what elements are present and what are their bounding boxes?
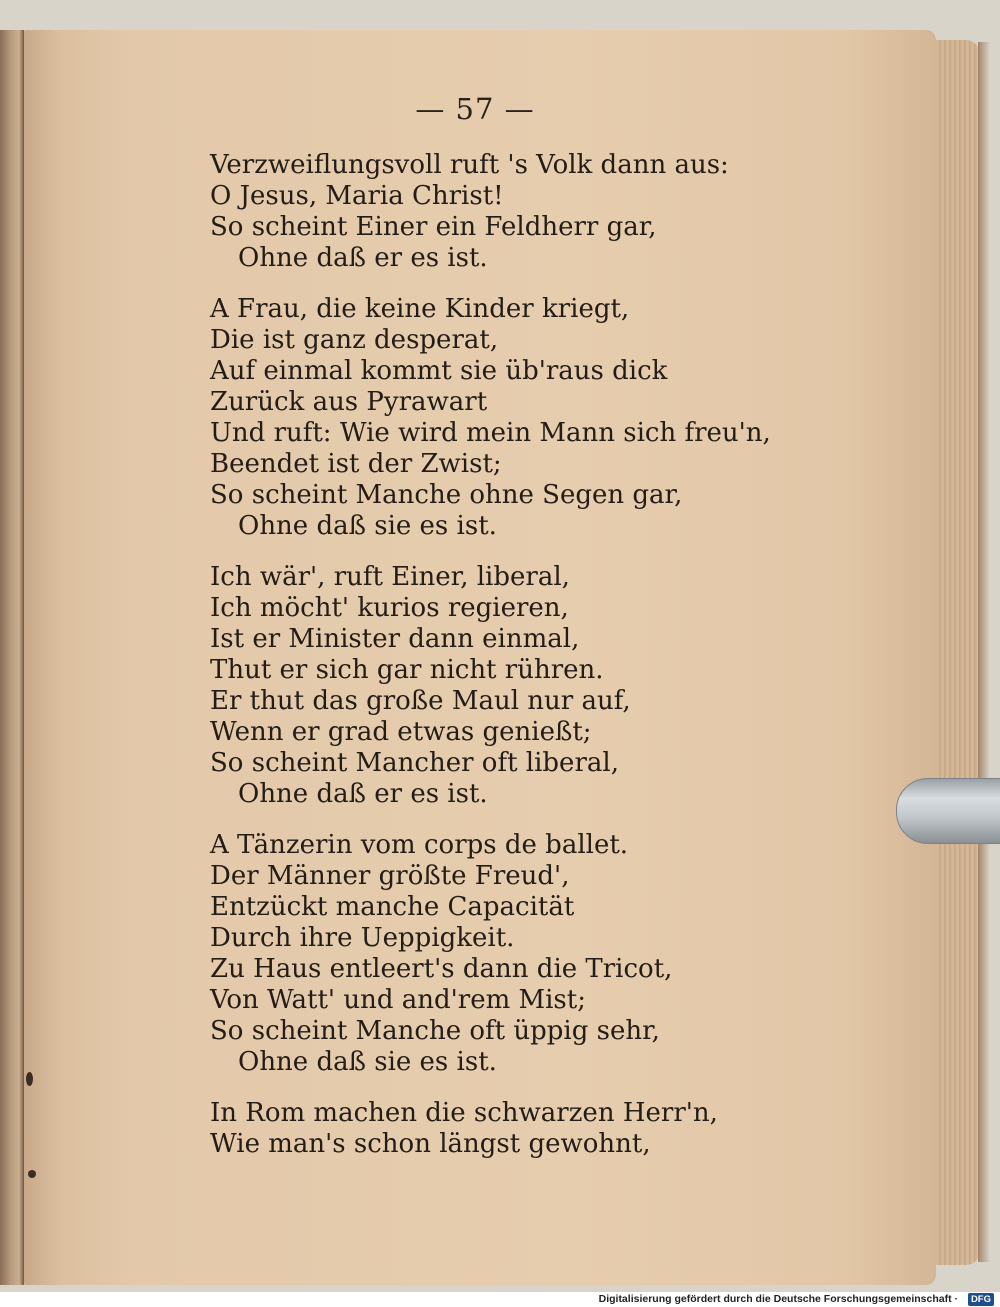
poem-line: Die ist ganz desperat,: [210, 325, 499, 355]
poem-line: So scheint Einer ein Feldherr gar,: [210, 212, 657, 242]
left-page-edge: [0, 30, 24, 1285]
poem-line: Verzweiflungsvoll ruft 's Volk dann aus:: [210, 150, 729, 180]
dfg-logo: DFG: [968, 1293, 994, 1306]
poem-line: In Rom machen die schwarzen Herr'n,: [210, 1098, 718, 1128]
poem-line: So scheint Manche ohne Segen gar,: [210, 480, 683, 510]
page-edge-shadow: [978, 42, 990, 1262]
page-number: — 57 —: [415, 92, 535, 126]
poem-line: Auf einmal kommt sie üb'raus dick: [210, 356, 668, 386]
poem-line: Er thut das große Maul nur auf,: [210, 686, 631, 716]
poem-text: [210, 150, 910, 1180]
poem-refrain-line: Ohne daß er es ist.: [238, 243, 488, 273]
right-page-edges: [930, 40, 980, 1265]
poem-line: Wie man's schon längst gewohnt,: [210, 1129, 651, 1159]
footer-credit: Digitalisierung gefördert durch die Deutsche Forschungsgemeinschaft ·: [598, 1293, 958, 1305]
poem-line: Thut er sich gar nicht rühren.: [210, 655, 604, 685]
digitization-footer: [0, 1292, 1000, 1307]
ink-speck: [26, 1072, 33, 1086]
stanza: [210, 830, 910, 1078]
poem-line: A Frau, die keine Kinder kriegt,: [210, 294, 630, 324]
poem-line: Und ruft: Wie wird mein Mann sich freu'n,: [210, 418, 771, 448]
ink-speck: [28, 1170, 36, 1178]
stanza: [210, 294, 910, 542]
poem-line: Ist er Minister dann einmal,: [210, 624, 580, 654]
poem-line: So scheint Manche oft üppig sehr,: [210, 1016, 660, 1046]
poem-line: Entzückt manche Capacität: [210, 892, 575, 922]
stanza: [210, 1098, 910, 1160]
poem-line: Zu Haus entleert's dann die Tricot,: [210, 954, 673, 984]
poem-refrain-line: Ohne daß sie es ist.: [238, 511, 497, 541]
stanza: [210, 150, 910, 274]
poem-line: A Tänzerin vom corps de ballet.: [210, 830, 629, 860]
poem-line: Beendet ist der Zwist;: [210, 449, 502, 479]
poem-refrain-line: Ohne daß er es ist.: [238, 779, 488, 809]
poem-line: So scheint Mancher oft liberal,: [210, 748, 619, 778]
poem-line: Durch ihre Ueppigkeit.: [210, 923, 515, 953]
poem-line: Der Männer größte Freud',: [210, 861, 570, 891]
poem-line: Ich wär', ruft Einer, liberal,: [210, 562, 570, 592]
poem-line: Von Watt' und and'rem Mist;: [210, 985, 586, 1015]
poem-refrain-line: Ohne daß sie es ist.: [238, 1047, 497, 1077]
poem-line: O Jesus, Maria Christ!: [210, 181, 504, 211]
poem-line: Ich möcht' kurios regieren,: [210, 593, 569, 623]
stanza: [210, 562, 910, 810]
poem-line: Wenn er grad etwas genießt;: [210, 717, 592, 747]
bookmark-tab: [896, 778, 1000, 844]
poem-line: Zurück aus Pyrawart: [210, 387, 488, 417]
